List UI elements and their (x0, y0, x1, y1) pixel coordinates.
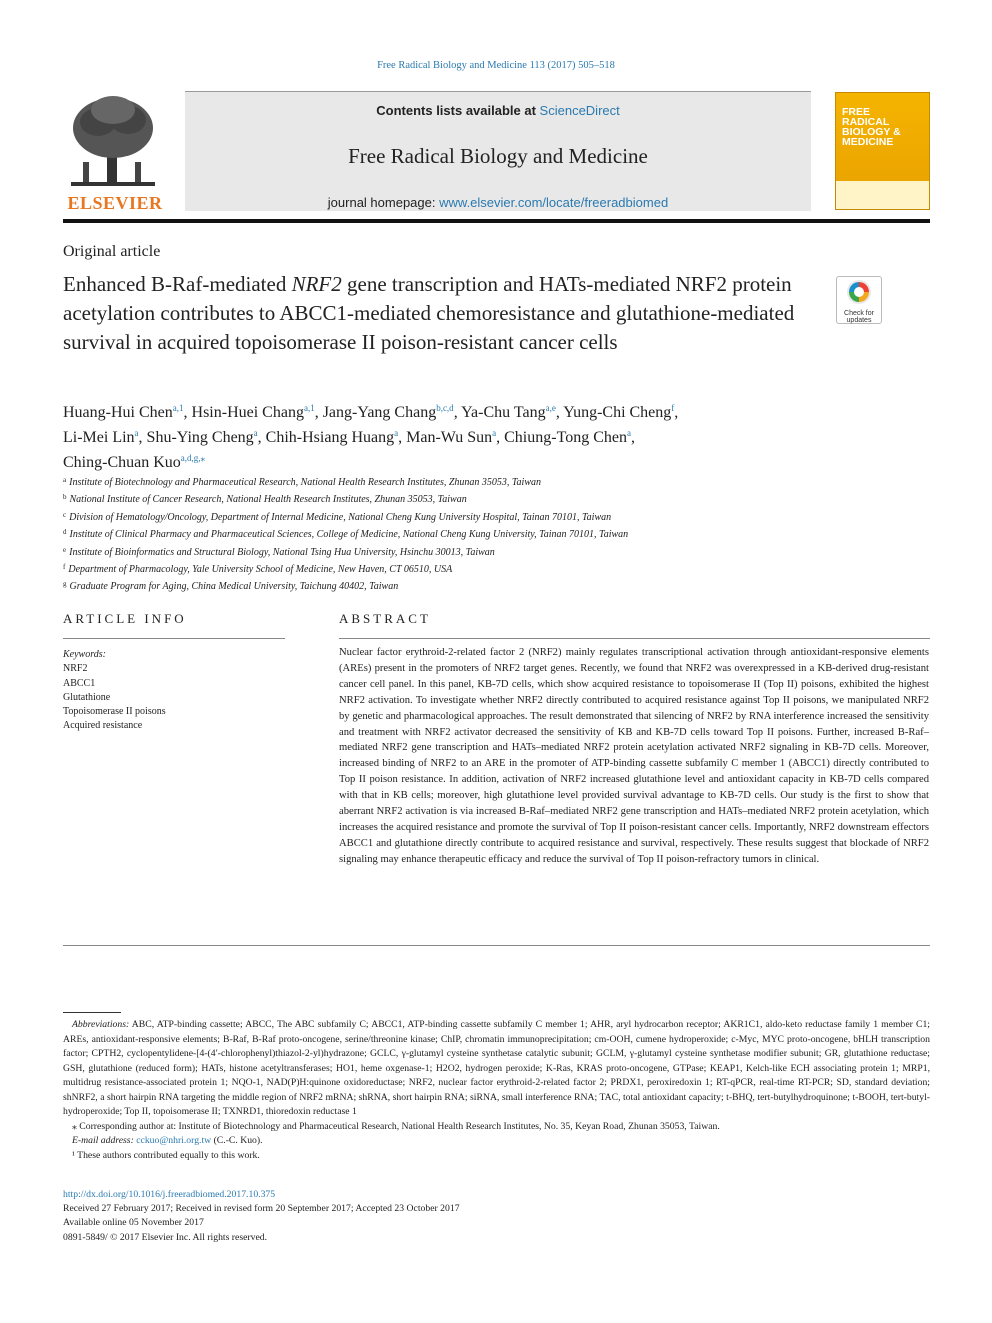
abstract-text: Nuclear factor erythroid-2-related factor 2 (NRF2) mainly regulates transcriptional activation through antioxidant-responsive elements (AREs) present in the promoters of NRF2 target genes. Recently, we found that NRF2 was overexpressed in a KB-derived drug-resistant cancer cell panel. In this panel, KB-7D cells, which show acquired resistance to topoisomerase II (Top II) poisons, exhibited the highest NRF2 activation. To investigate whether NRF2 directly contributed to acquired resistance against Top II poisons, we manipulated NRF2 by genetic and pharmacological approaches. The result demonstrated that silencing of NRF2 by RNA interference increased the sensitivity and treatment with NRF2 activator decreased the sensitivity of KB and KB-7D cells toward Top II poisons. Further, increased B-Raf–mediated NRF2 gene transcription and HATs–mediated NRF2 protein acetylation activated NRF2 signaling in KB-7D cells. Moreover, increased binding of NRF2 to an ARE in the promoter of ATP-binding cassette subfamily C member 1 (ABCC1) directly contributed to Top II poison resistance. In addition, activation of NRF2 increased glutathione level and antioxidant capacity in KB-7D cells compared with that in KB cells; moreover, high glutathione level provided survival advantage to KB-7D cells. Our study is the first to show that aberrant NRF2 activation is via increased B-Raf–mediated NRF2 gene transcription and HATs–mediated NRF2 protein acetylation, which increases the acquired resistance and promote the survival of Top II poison-resistant cancer cells. Importantly, NRF2 downstream effectors ABCC1 and glutathione directly contribute to acquired resistance and survival, respectively. These results suggest that blockade of NRF2 signaling may enhance therapeutic efficacy and reduce the survival of Top II poison-refractory tumors in clinical. (339, 647, 929, 865)
keyword-item: Acquired resistance (63, 720, 143, 732)
author-affiliation-marker[interactable]: a (627, 428, 631, 438)
contents-line (185, 103, 811, 118)
affiliation-key: d (63, 528, 67, 537)
contents-prefix: Contents lists available at (376, 103, 536, 118)
abstract-rule (339, 638, 930, 639)
journal-citation[interactable]: Free Radical Biology and Medicine 113 (2017) 505–518 (377, 60, 615, 71)
article-type: Original article (63, 243, 161, 260)
article-info-rule (63, 638, 285, 639)
affiliation-text: Institute of Biotechnology and Pharmaceutical Research, National Health Research Institutes, Zhunan 35053, Taiwan (69, 477, 542, 488)
author-name[interactable]: Jang-Yang Chang (322, 404, 437, 421)
email-footnote (63, 1134, 930, 1149)
author-name[interactable]: Chih-Hsiang Huang (265, 429, 395, 446)
author-name[interactable]: Yung-Chi Cheng (563, 404, 672, 421)
author-name[interactable]: Huang-Hui Chen (63, 404, 173, 421)
abstract-heading: ABSTRACT (339, 611, 431, 626)
article-info-heading: ARTICLE INFO (63, 611, 187, 626)
author-affiliation-marker[interactable]: a (134, 428, 139, 438)
affiliation-key: f (63, 563, 66, 572)
affiliation-item (63, 560, 863, 577)
email-link[interactable]: cckuo@nhri.org.tw (136, 1135, 212, 1146)
author-affiliation-marker[interactable]: f (671, 403, 675, 413)
journal-banner (185, 91, 811, 211)
abstract-bottom-rule (63, 945, 930, 946)
cover-title: FREE RADICAL BIOLOGY & MEDICINE (842, 106, 901, 148)
author-name[interactable]: Hsin-Huei Chang (191, 404, 304, 421)
corresponding-author-footnote: ⁎ Corresponding author at: Institute of Biotechnology and Pharmaceutical Research, National Health Research Institutes, No. 35, Keyan Road, Zhunan 35053, Taiwan. (72, 1120, 720, 1132)
affiliation-text: Division of Hematology/Oncology, Department of Internal Medicine, National Cheng Kung University Hospital, Tainan 70101, Taiwan (69, 511, 612, 523)
journal-masthead (63, 88, 930, 216)
article-metadata (63, 1188, 663, 1245)
keyword-item: Topoisomerase II poisons (63, 706, 166, 718)
affiliation-key: c (63, 510, 67, 519)
author-name[interactable]: Ya-Chu Tang (461, 404, 546, 421)
affiliation-text: Department of Pharmacology, Yale University School of Medicine, New Haven, CT 06510, USA (68, 564, 453, 576)
affiliation-item (63, 508, 863, 525)
author-affiliation-marker[interactable]: a,1 (303, 403, 315, 413)
abbreviations-text: ABC, ATP-binding cassette; ABCC, The ABC subfamily C; ABCC1, ATP-binding cassette subfamily C member 1; AHR, aryl hydrocarbon receptor; AKR1C1, aldo-keto reductase family 1 member C1; AREs, antioxidant-responsive elements; B-Raf, B-Raf proto-oncogene, serine/threonine kinase; ChIP, chromatin immunoprecipitation; cm-OOH, cumene hydroperoxide; c-Myc, MYC proto-oncogene, bHLH transcription factor; CPTH2, cyclopentylidene-[4-(4′-chlorophenyl)thiazol-2-yl)hydrazone; GCLC, γ-glutamyl cysteine synthetase catalytic subunit; GCLM, γ-glutamyl cysteine synthetase modifier subunit; GR, glutathione reductase; GSH, glutathione (reduced form); HATs, histone acetyltransferases; HO1, heme oxgenase-1; H2O2, hydrogen peroxide; K-Ras, KRAS proto-oncogene, GTPase; KEAP1, Kelch-like ECH associating protein 1; MRP1, multidrug resistance-associated protein 1; NQO-1, NAD(P)H:quinone oxidoreductase; NRF2, nuclear factor erythroid-2-related factor 2; PRDX1, peroxiredoxin 1; RT-qPCR, real-time RT-PCR; SD, standard deviation; shNRF2, a short hairpin RNA targeting the middle region of NRF2 mRNA; shRNA, short hairpin RNA; siRNA, small interference RNA; TAC, total antioxidant capacity; t-BHQ, tert-butylhydroquinone; t-BOOH, tert-butyl-hydroperoxide; Top II, topoisomerase II; TXNRD1, thioredoxin reductase 1 (63, 1019, 931, 1117)
author-affiliation-marker[interactable]: a (394, 428, 399, 438)
author-name[interactable]: Chiung-Tong Chen (504, 429, 627, 446)
check-label-1: Check for (844, 310, 874, 317)
available-online: Available online 05 November 2017 (63, 1217, 204, 1229)
homepage-line (185, 195, 811, 210)
author-affiliation-marker[interactable]: a (253, 428, 258, 438)
title-italic-gene: NRF2 (291, 272, 342, 296)
abbreviations-label: Abbreviations: (72, 1019, 130, 1030)
article-title (63, 270, 823, 357)
affiliation-text: Graduate Program for Aging, China Medical University, Taichung 40402, Taiwan (69, 581, 399, 593)
affiliation-item (63, 473, 863, 490)
cover-band (836, 181, 929, 209)
affiliation-item (63, 490, 863, 507)
email-suffix: (C.-C. Kuo). (213, 1135, 263, 1146)
publisher-name: ELSEVIER (67, 193, 163, 213)
received-dates: Received 27 February 2017; Received in revised form 20 September 2017; Accepted 23 October 2017 (63, 1203, 460, 1215)
affiliation-key: e (63, 545, 67, 554)
affiliation-text: Institute of Clinical Pharmacy and Pharmaceutical Sciences, College of Medicine, National Cheng Kung University, Tainan 70101, Taiwan (69, 529, 629, 541)
author-affiliation-marker[interactable]: a (492, 428, 497, 438)
crossmark-icon (846, 279, 872, 305)
title-part-1: Enhanced B-Raf-mediated (63, 272, 292, 296)
affiliation-key: b (63, 493, 67, 502)
author-name[interactable]: Ching-Chuan Kuo (63, 454, 181, 471)
check-label-2: updates (846, 317, 872, 324)
check-for-updates-button[interactable] (836, 276, 882, 324)
keyword-item: ABCC1 (63, 677, 96, 689)
author-affiliation-marker[interactable]: b,c,d (436, 403, 454, 413)
affiliation-text: National Institute of Cancer Research, National Health Research Institutes, Zhunan 35053, Taiwan (69, 494, 467, 506)
author-name[interactable]: Li-Mei Lin (63, 429, 135, 446)
header-divider (63, 219, 930, 223)
author-affiliation-marker[interactable]: a,1 (172, 403, 184, 413)
doi-link[interactable]: http://dx.doi.org/10.1016/j.freeradbiomed.2017.10.375 (63, 1189, 276, 1200)
author-name[interactable]: Man-Wu Sun (406, 429, 493, 446)
footnotes (63, 1018, 930, 1163)
affiliation-item (63, 543, 863, 560)
journal-cover-image[interactable] (835, 92, 930, 210)
keyword-item: Glutathione (63, 691, 111, 703)
sciencedirect-link[interactable]: ScienceDirect (539, 103, 620, 118)
author-affiliation-marker[interactable]: a,d,g,⁎ (180, 453, 206, 463)
keywords-block (63, 648, 283, 734)
footnote-rule (63, 1012, 121, 1013)
author-name[interactable]: Shu-Ying Cheng (146, 429, 254, 446)
copyright: 0891-5849/ © 2017 Elsevier Inc. All rights reserved. (63, 1231, 268, 1243)
equal-contribution-footnote: ¹ These authors contributed equally to this work. (72, 1149, 260, 1161)
author-affiliation-marker[interactable]: a,e (545, 403, 556, 413)
homepage-prefix: journal homepage: (327, 195, 436, 210)
homepage-link[interactable]: www.elsevier.com/locate/freeradbiomed (439, 195, 669, 210)
affiliation-item (63, 577, 863, 594)
email-label: E-mail address: (72, 1135, 134, 1146)
author-list: Huang-Hui Chen$^{a,1}$, Hsin-Huei Chang$^{a,1}$, Jang-Yang Chang$^{b,c,d}$, Ya-Chu Tang$^{a,e}$, Yung-Chi Cheng$^f$, Li-Mei Lin$^a$, Shu-Ying Cheng$^a$, Chih-Hsiang Huang$^a$, Man-Wu Sun$^a$, Chiung-Tong Chen$^a$, Ching-Chuan Kuo$^{a,d,g,⁎}$ (63, 403, 679, 471)
affiliation-text: Institute of Bioinformatics and Structural Biology, National Tsing Hua University, Hsinchu 30013, Taiwan (69, 546, 495, 558)
keyword-item: NRF2 (63, 663, 88, 675)
title-part-2: gene transcription and HATs-mediated NRF2 protein acetylation contributes to ABCC1-mediated chemoresistance and glutathione-mediated survival in acquired topoisomerase II poison-resistant cancer cells (63, 272, 795, 354)
affiliation-key: a (63, 476, 67, 484)
affiliation-item (63, 525, 863, 542)
journal-title: Free Radical Biology and Medicine (348, 144, 648, 168)
keywords-label: Keywords: (63, 649, 106, 660)
affiliation-key: g (63, 580, 67, 589)
abbreviations-footnote (63, 1018, 930, 1120)
affiliation-list (63, 473, 863, 595)
